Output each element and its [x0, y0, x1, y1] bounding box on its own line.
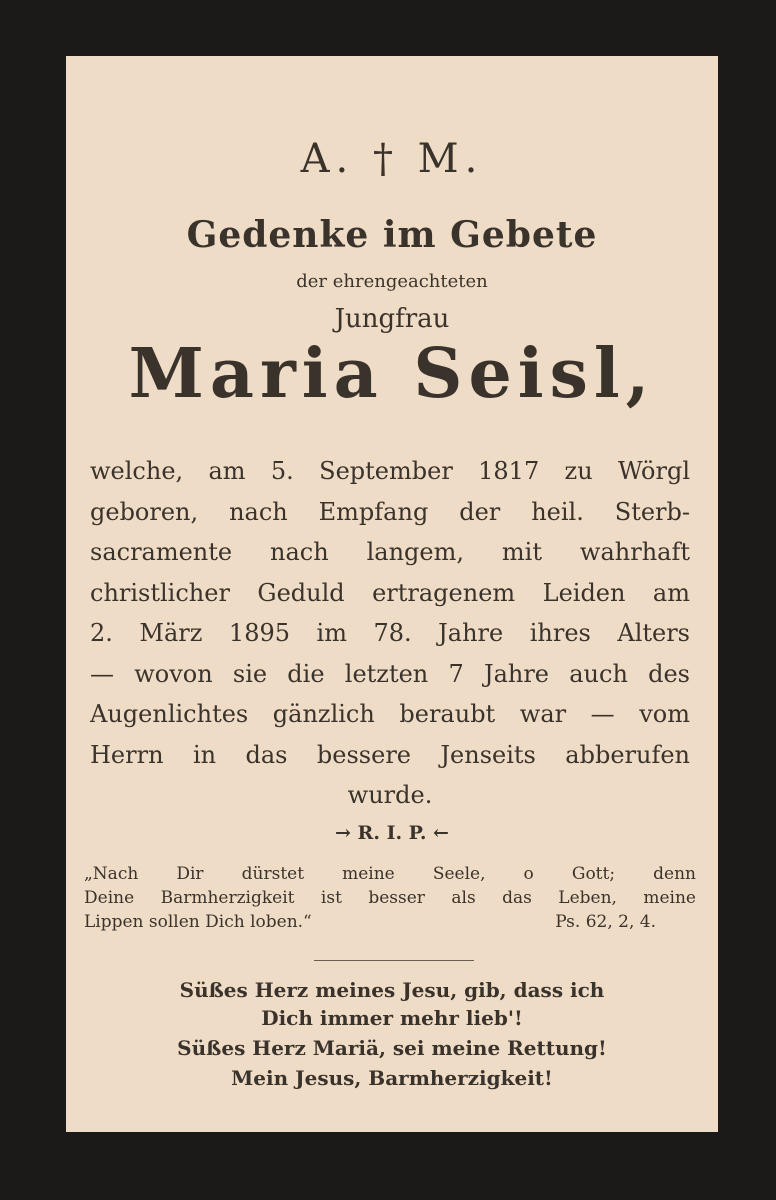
obituary-line: geboren, nach Empfang der heil. Sterb- — [90, 497, 690, 526]
quote-line: Lippen sollen Dich loben.“ — [84, 912, 312, 932]
psalm-reference: Ps. 62, 2, 4. — [555, 912, 656, 932]
obituary-line: 2. März 1895 im 78. Jahre ihres Alters — [90, 619, 690, 647]
rip-mark: → R. I. P. ← — [335, 822, 449, 844]
subheading-maiden: Jungfrau — [334, 304, 450, 334]
quote-line-last — [84, 910, 696, 934]
obituary-line: wurde. — [347, 781, 433, 809]
obituary-line: Herrn in das bessere Jenseits abberufen — [90, 740, 690, 769]
obituary-line: christlicher Geduld ertragenem Leiden am — [90, 578, 690, 607]
divider — [314, 960, 474, 961]
obituary-line: sacramente nach langem, mit wahrhaft — [90, 538, 690, 566]
quote-line: „Nach Dir dürstet meine Seele, o Gott; denn — [84, 864, 696, 884]
obituary-line: welche, am 5. September 1817 zu Wörgl — [90, 457, 690, 485]
monogram: A. † M. — [300, 136, 484, 182]
card-heading: Gedenke im Gebete — [186, 214, 598, 256]
obituary-line: Augenlichtes gänzlich beraubt war — vom — [90, 700, 690, 728]
obituary-text — [90, 451, 690, 816]
prayer-line: Mein Jesus, Barmherzigkeit! — [231, 1066, 553, 1090]
deceased-name: Maria Seisl, — [128, 334, 656, 414]
subheading-honored: der ehrengeachteten — [296, 271, 488, 292]
prayer-line: Süßes Herz Mariä, sei meine Rettung! — [177, 1036, 607, 1060]
quote-line: Deine Barmherzigkeit ist besser als das Leben, meine — [84, 888, 696, 908]
prayer-line: Dich immer mehr lieb'! — [261, 1006, 523, 1030]
obituary-line: — wovon sie die letzten 7 Jahre auch des — [90, 659, 690, 688]
prayer-line: Süßes Herz meines Jesu, gib, dass ich — [179, 978, 605, 1002]
memorial-card — [66, 56, 718, 1132]
psalm-quote — [84, 862, 696, 934]
